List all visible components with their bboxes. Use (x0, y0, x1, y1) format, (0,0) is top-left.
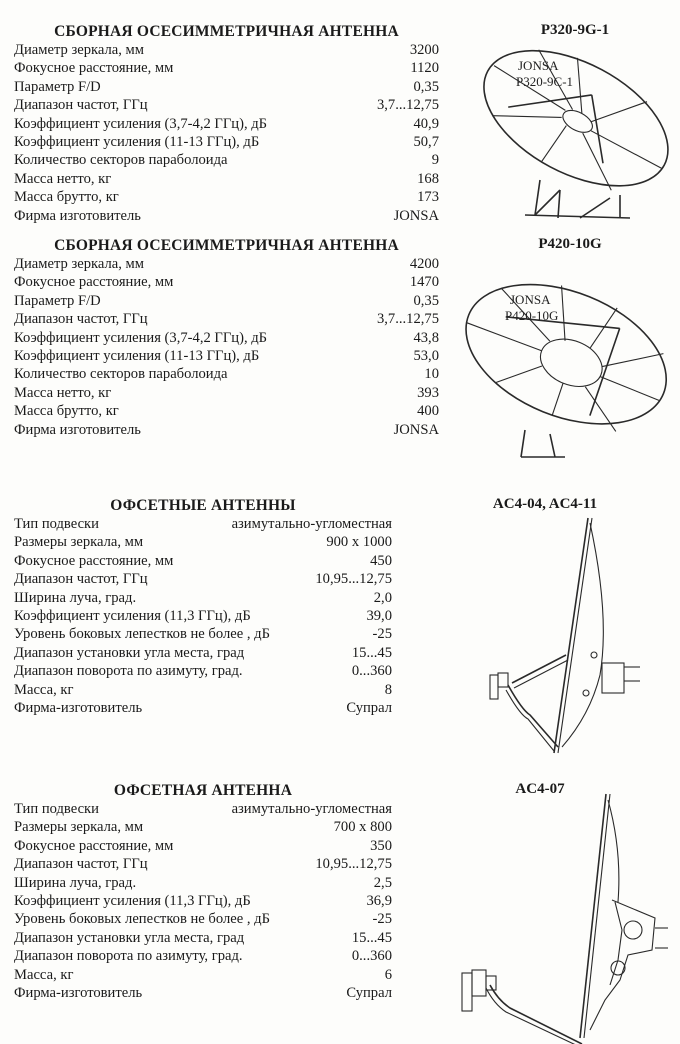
spec-row (14, 947, 392, 965)
spec-label: Диаметр зеркала, мм (14, 42, 144, 58)
spec-row (14, 570, 392, 588)
spec-label: Диапазон частот, ГГц (14, 97, 148, 114)
spec-table (14, 515, 392, 717)
spec-label: Коэффициент усиления (3,7-4,2 ГГц), дБ (14, 115, 268, 132)
spec-row (14, 96, 439, 114)
spec-value: 0...360 (351, 663, 392, 680)
model-label: AC4-07 (515, 781, 565, 797)
spec-row (14, 421, 439, 439)
spec-label: Диапазон поворота по азимуту, град. (14, 663, 243, 680)
spec-value: 0...360 (351, 948, 392, 965)
spec-row (14, 837, 392, 855)
antenna-p420-illustration (455, 262, 675, 462)
spec-value: 173 (417, 189, 439, 206)
spec-row (14, 874, 392, 892)
spec-section-p420 (14, 236, 439, 439)
spec-row (14, 855, 392, 873)
mount-stand (521, 430, 565, 457)
spec-value: 3200 (409, 42, 439, 58)
spec-label: Размеры зеркала, мм (14, 534, 144, 551)
spec-value: 50,7 (413, 134, 439, 151)
spec-row (14, 533, 392, 551)
spec-table (14, 255, 439, 439)
section-title: СБОРНАЯ ОСЕСИММЕТРИЧНАЯ АНТЕННА (54, 237, 399, 254)
spec-value: 1120 (410, 60, 439, 77)
spec-value: Супрал (346, 700, 392, 717)
spec-value: 450 (370, 552, 392, 569)
spec-row (14, 310, 439, 328)
model-label: AC4-04, AC4-11 (492, 496, 598, 512)
spec-value: 3,7...12,75 (376, 97, 439, 114)
spec-value: 1470 (409, 274, 439, 291)
spec-value: 0,35 (413, 78, 439, 95)
spec-label: Фирма-изготовитель (14, 985, 143, 1002)
spec-value: 3,7...12,75 (376, 311, 439, 328)
spec-row (14, 589, 392, 607)
spec-row (14, 681, 392, 699)
spec-value: 15...45 (351, 644, 392, 661)
spec-label: Коэффициент усиления (11-13 ГГц), дБ (14, 134, 260, 151)
spec-table (14, 41, 439, 225)
spec-label: Масса брутто, кг (14, 403, 119, 420)
spec-row (14, 329, 439, 347)
spec-row (14, 59, 439, 77)
spec-value: 10,95...12,75 (315, 571, 392, 588)
spec-value: 4200 (409, 256, 439, 272)
spec-row (14, 273, 439, 291)
spec-value: 40,9 (413, 115, 439, 132)
spec-value: 10,95...12,75 (315, 856, 392, 873)
spec-value: JONSA (393, 421, 439, 438)
spec-value: 700 x 800 (333, 819, 392, 836)
spec-value: 8 (384, 681, 392, 698)
spec-label: Размеры зеркала, мм (14, 819, 144, 836)
spec-value: 53,0 (413, 348, 439, 365)
spec-label: Фокусное расстояние, мм (14, 60, 174, 77)
spec-value: 10 (424, 366, 439, 383)
antenna-p320-illustration (470, 40, 680, 220)
section-title: ОФСЕТНЫЕ АНТЕННЫ (110, 497, 296, 514)
spec-row (14, 699, 392, 717)
spec-label: Ширина луча, град. (14, 589, 137, 606)
spec-label: Фирма изготовитель (14, 207, 141, 224)
spec-value: 0,35 (413, 292, 439, 309)
spec-value: 43,8 (413, 329, 439, 346)
spec-label: Коэффициент усиления (11-13 ГГц), дБ (14, 348, 260, 365)
figure-label-model: P320-9C-1 (516, 74, 574, 89)
spec-row (14, 115, 439, 133)
spec-label: Фирма-изготовитель (14, 700, 143, 717)
spec-row (14, 347, 439, 365)
spec-row (14, 892, 392, 910)
spec-value: 2,5 (373, 874, 392, 891)
spec-label: Диапазон частот, ГГц (14, 856, 148, 873)
model-label: P420-10G (538, 236, 602, 252)
spec-label: Коэффициент усиления (11,3 ГГц), дБ (14, 608, 251, 625)
spec-label: Параметр F/D (14, 292, 101, 309)
spec-section-ac4-04 (14, 496, 392, 717)
spec-label: Диапазон установки угла места, град (14, 644, 245, 661)
spec-value: 400 (417, 403, 439, 420)
spec-value: 900 x 1000 (326, 534, 392, 551)
spec-row (14, 966, 392, 984)
spec-label: Параметр F/D (14, 78, 101, 95)
spec-value: азимутально-угломестная (231, 801, 392, 817)
spec-value: 2,0 (373, 589, 392, 606)
spec-value: 39,0 (366, 608, 392, 625)
spec-value: 36,9 (366, 893, 392, 910)
spec-row (14, 625, 392, 643)
spec-value: JONSA (393, 207, 439, 224)
spec-value: 9 (431, 152, 439, 169)
antenna-ac4-04-illustration (470, 515, 670, 755)
spec-label: Диапазон частот, ГГц (14, 571, 148, 588)
spec-section-p320 (14, 22, 439, 225)
section-title: СБОРНАЯ ОСЕСИММЕТРИЧНАЯ АНТЕННА (54, 23, 399, 40)
spec-row (14, 207, 439, 225)
spec-row (14, 384, 439, 402)
spec-row (14, 607, 392, 625)
spec-row (14, 662, 392, 680)
spec-row (14, 984, 392, 1002)
spec-label: Диапазон частот, ГГц (14, 311, 148, 328)
spec-label: Масса брутто, кг (14, 189, 119, 206)
spec-label: Коэффициент усиления (3,7-4,2 ГГц), дБ (14, 329, 268, 346)
spec-label: Ширина луча, град. (14, 874, 137, 891)
spec-value: -25 (372, 911, 392, 928)
spec-row (14, 170, 439, 188)
spec-label: Фокусное расстояние, мм (14, 552, 174, 569)
spec-label: Тип подвески (14, 516, 99, 532)
spec-row (14, 365, 439, 383)
antenna-ac4-07-illustration (450, 790, 680, 1044)
spec-label: Диапазон поворота по азимуту, град. (14, 948, 243, 965)
spec-row (14, 644, 392, 662)
spec-label: Количество секторов параболоида (14, 366, 228, 383)
spec-label: Коэффициент усиления (11,3 ГГц), дБ (14, 893, 251, 910)
spec-label: Масса нетто, кг (14, 384, 112, 401)
spec-value: 393 (417, 384, 439, 401)
spec-label: Уровень боковых лепестков не более , дБ (14, 911, 270, 928)
spec-row (14, 800, 392, 818)
spec-section-ac4-07 (14, 781, 392, 1002)
spec-label: Масса нетто, кг (14, 170, 112, 187)
spec-value: азимутально-угломестная (231, 516, 392, 532)
spec-label: Количество секторов параболоида (14, 152, 228, 169)
spec-row (14, 151, 439, 169)
spec-row (14, 133, 439, 151)
spec-row (14, 41, 439, 59)
figure-label-brand: JONSA (510, 292, 551, 307)
spec-row (14, 255, 439, 273)
spec-value: 168 (417, 170, 439, 187)
spec-value: Супрал (346, 985, 392, 1002)
spec-value: 6 (384, 966, 392, 983)
spec-row (14, 552, 392, 570)
spec-value: -25 (372, 626, 392, 643)
spec-value: 15...45 (351, 929, 392, 946)
spec-row (14, 292, 439, 310)
spec-label: Уровень боковых лепестков не более , дБ (14, 626, 270, 643)
spec-row (14, 818, 392, 836)
model-label: P320-9G-1 (540, 22, 610, 38)
spec-label: Диапазон установки угла места, град (14, 929, 245, 946)
spec-row (14, 929, 392, 947)
figure-label-brand: JONSA (518, 58, 559, 73)
spec-label: Фирма изготовитель (14, 421, 141, 438)
spec-row (14, 188, 439, 206)
spec-value: 350 (370, 837, 392, 854)
figure-label-model: P420-10G (505, 308, 559, 323)
spec-row (14, 910, 392, 928)
spec-label: Фокусное расстояние, мм (14, 274, 174, 291)
section-title: ОФСЕТНАЯ АНТЕННА (113, 782, 293, 799)
spec-label: Тип подвески (14, 801, 99, 817)
spec-row (14, 515, 392, 533)
spec-table (14, 800, 392, 1002)
spec-row (14, 402, 439, 420)
spec-label: Масса, кг (14, 966, 74, 983)
spec-row (14, 78, 439, 96)
spec-label: Фокусное расстояние, мм (14, 837, 174, 854)
spec-label: Диаметр зеркала, мм (14, 256, 144, 272)
spec-label: Масса, кг (14, 681, 74, 698)
